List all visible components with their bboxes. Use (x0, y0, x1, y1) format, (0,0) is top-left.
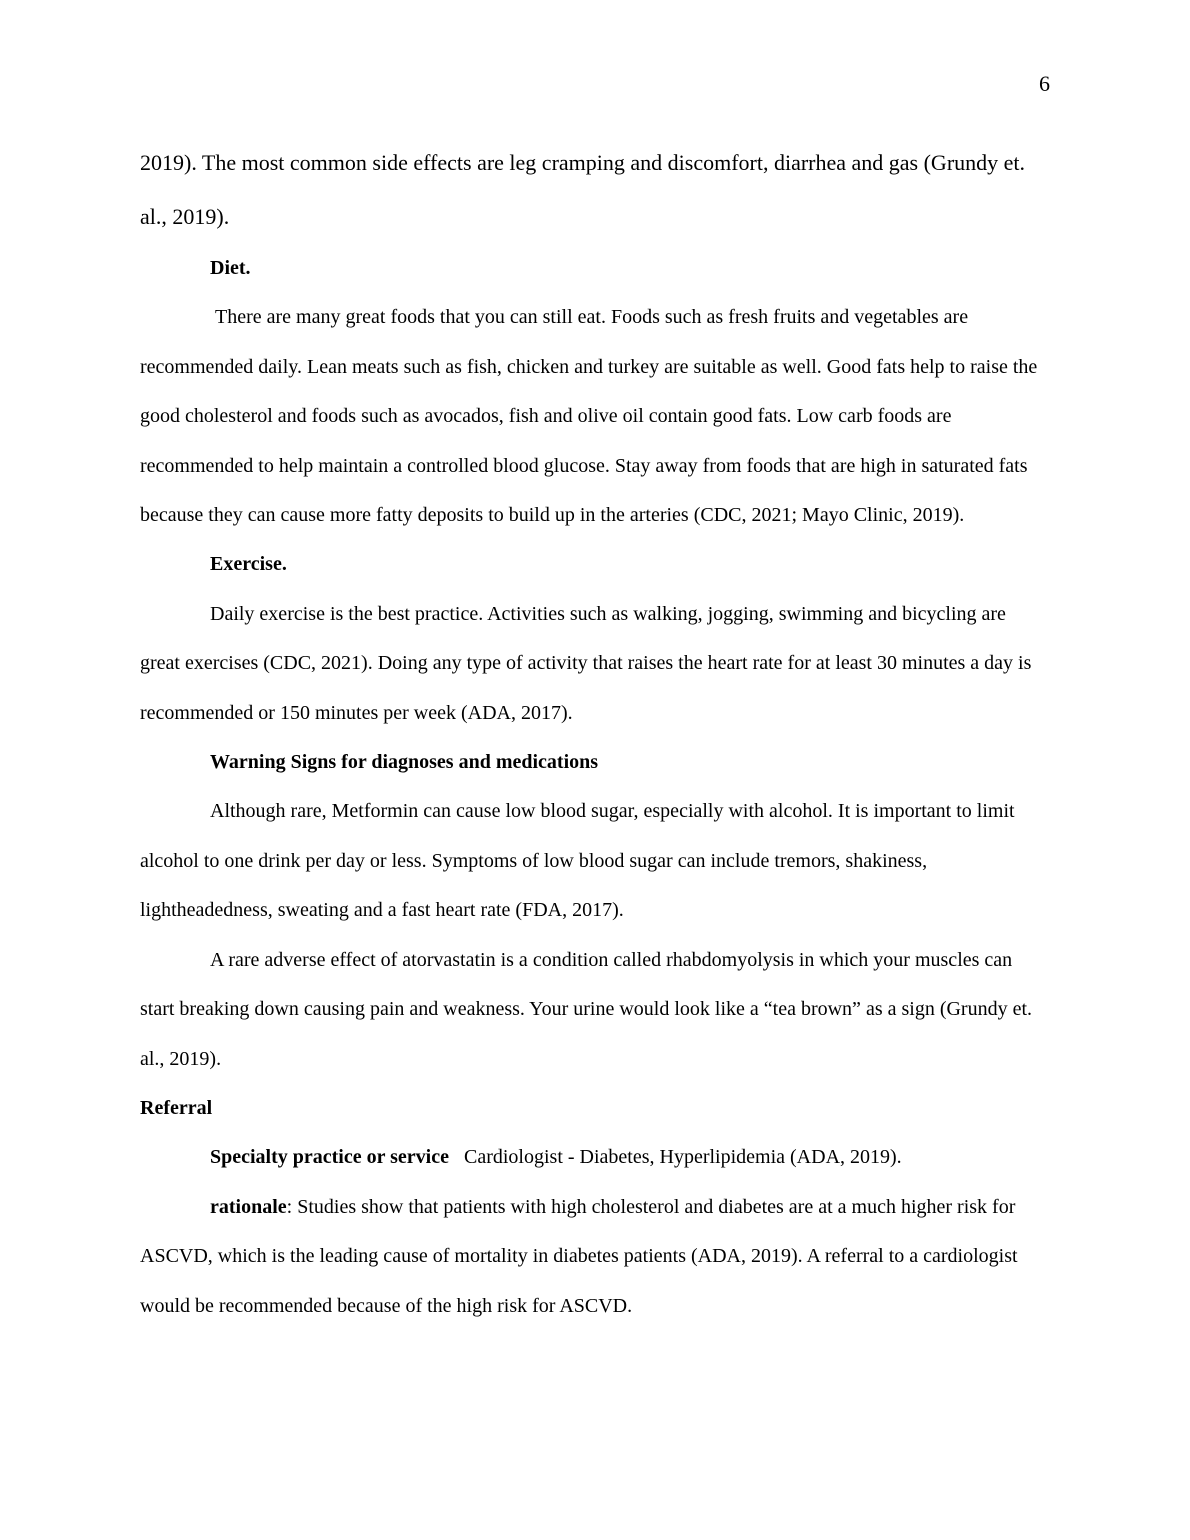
warning-signs-heading: Warning Signs for diagnoses and medications (210, 751, 599, 774)
lead-paragraph: 2019). The most common side effects are leg cramping and discomfort, diarrhea and gas (Grundy et. al., 2019). (140, 150, 1026, 229)
exercise-heading: Exercise. (210, 553, 287, 576)
specialty-value: Cardiologist - Diabetes, Hyperlipidemia (ADA, 2019). (448, 1146, 902, 1169)
diet-paragraph: There are many great foods that you can still eat. Foods such as fresh fruits and vegetables are recommended daily. Lean meats such as fish, chicken and turkey are suitable as well. Good fats help to raise the good cholesterol and foods such as avocados, fish and olive oil contain good fats. Low carb foods are recommended to help maintain a controlled blood glucose. Stay away from foods that are high in saturated fats because they can cause more fatty deposits to build up in the arteries (CDC, 2021; Mayo Clinic, 2019). (140, 306, 1043, 527)
document-body (140, 136, 1050, 1331)
metformin-warning-paragraph: Although rare, Metformin can cause low blood sugar, especially with alcohol. It is important to limit alcohol to one drink per day or less. Symptoms of low blood sugar can include tremors, shakiness, lightheadedness, sweating and a fast heart rate (FDA, 2017). (140, 800, 1015, 922)
rationale-paragraph (140, 1183, 1050, 1331)
rationale-label: rationale (210, 1195, 287, 1218)
diet-heading: Diet. (210, 257, 251, 279)
atorvastatin-warning-paragraph: A rare adverse effect of atorvastatin is a condition called rhabdomyolysis in which your muscles can start breaking down causing pain and weakness. Your urine would look like a “tea brown” as a sign (Grundy et. al., 2019). (140, 948, 1033, 1070)
specialty-label: Specialty practice or service (210, 1146, 449, 1169)
page-number: 6 (1039, 71, 1050, 96)
specialty-line (140, 1133, 1050, 1182)
rationale-text: : Studies show that patients with high cholesterol and diabetes are at a much higher risk for ASCVD, which is the leading cause of mortality in diabetes patients (ADA, 2019). A referral to a cardiologist would be recommended because of the high risk for ASCVD. (140, 1195, 1018, 1317)
referral-heading: Referral (140, 1096, 213, 1119)
exercise-paragraph: Daily exercise is the best practice. Activities such as walking, jogging, swimming and bicycling are great exercises (CDC, 2021). Doing any type of activity that raises the heart rate for at least 30 minutes a day is recommended or 150 minutes per week (ADA, 2017). (140, 602, 1032, 724)
